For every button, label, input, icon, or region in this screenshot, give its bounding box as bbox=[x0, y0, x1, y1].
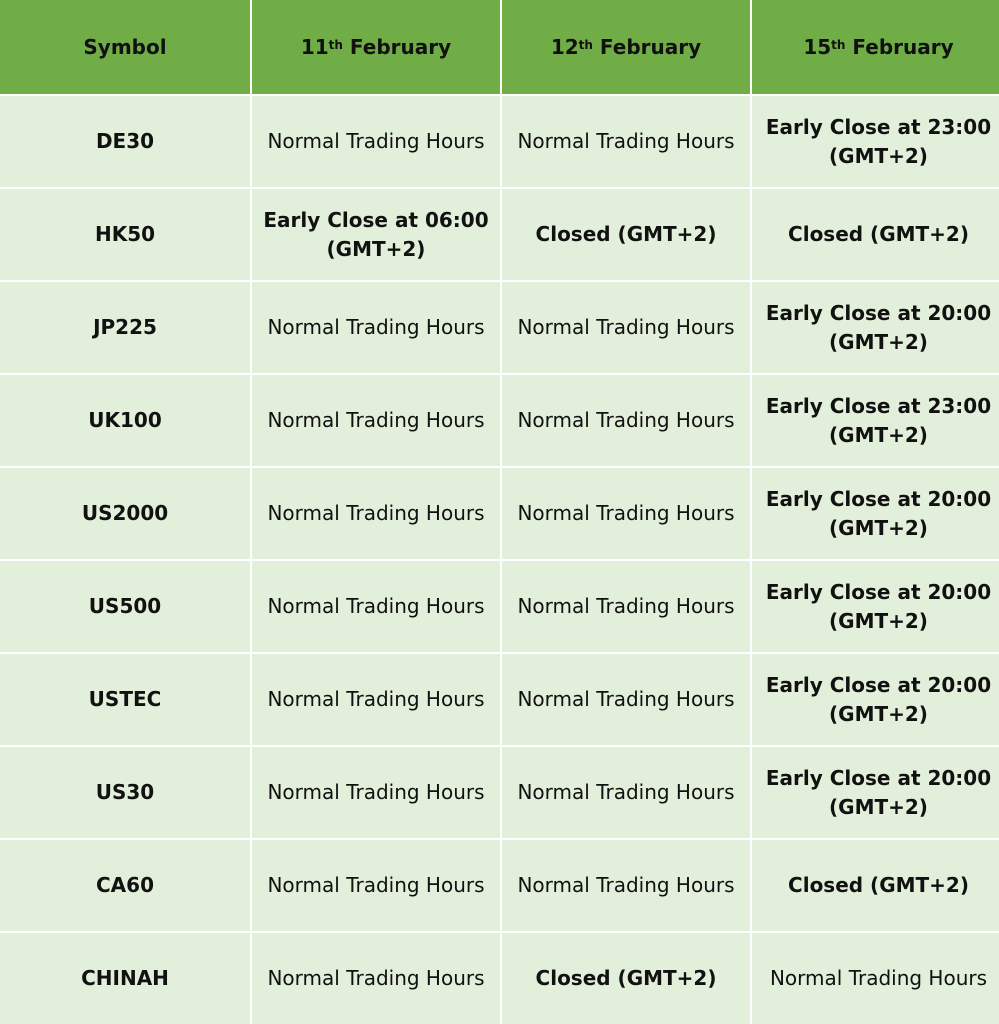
status-cell: Early Close at 20:00 (GMT+2) bbox=[752, 654, 999, 745]
symbol-cell: CA60 bbox=[0, 840, 250, 931]
symbol-cell: US2000 bbox=[0, 468, 250, 559]
status-cell: Early Close at 20:00 (GMT+2) bbox=[752, 561, 999, 652]
symbol-cell: JP225 bbox=[0, 282, 250, 373]
symbol-cell: USTEC bbox=[0, 654, 250, 745]
header-month: February bbox=[592, 34, 702, 59]
status-cell: Normal Trading Hours bbox=[502, 96, 750, 187]
symbol-cell: US30 bbox=[0, 747, 250, 838]
symbol-cell: HK50 bbox=[0, 189, 250, 280]
header-12-february: 12 $^{th}$ February bbox=[502, 0, 750, 94]
status-cell: Early Close at 20:00 (GMT+2) bbox=[752, 468, 999, 559]
status-cell: Early Close at 06:00 (GMT+2) bbox=[252, 189, 500, 280]
status-cell: Closed (GMT+2) bbox=[502, 189, 750, 280]
status-cell: Normal Trading Hours bbox=[252, 96, 500, 187]
status-cell: Normal Trading Hours bbox=[252, 282, 500, 373]
header-day: 15 bbox=[803, 34, 832, 59]
status-cell: Closed (GMT+2) bbox=[752, 840, 999, 931]
status-cell: Normal Trading Hours bbox=[252, 375, 500, 466]
status-cell: Normal Trading Hours bbox=[252, 468, 500, 559]
status-cell: Normal Trading Hours bbox=[502, 282, 750, 373]
header-month: February bbox=[342, 34, 452, 59]
status-cell: Closed (GMT+2) bbox=[752, 189, 999, 280]
symbol-cell: US500 bbox=[0, 561, 250, 652]
header-day: 11 bbox=[300, 34, 329, 59]
header-11-february: 11 $^{th}$ February bbox=[252, 0, 500, 94]
symbol-cell: CHINAH bbox=[0, 933, 250, 1024]
symbol-cell: DE30 bbox=[0, 96, 250, 187]
status-cell: Normal Trading Hours bbox=[502, 747, 750, 838]
status-cell: Normal Trading Hours bbox=[502, 561, 750, 652]
status-cell: Normal Trading Hours bbox=[252, 654, 500, 745]
status-cell: Normal Trading Hours bbox=[252, 933, 500, 1024]
status-cell: Normal Trading Hours bbox=[252, 747, 500, 838]
status-cell: Normal Trading Hours bbox=[502, 375, 750, 466]
status-cell: Early Close at 23:00 (GMT+2) bbox=[752, 96, 999, 187]
status-cell: Early Close at 23:00 (GMT+2) bbox=[752, 375, 999, 466]
status-cell: Normal Trading Hours bbox=[502, 840, 750, 931]
symbol-cell: UK100 bbox=[0, 375, 250, 466]
header-15-february: 15 $^{th}$ February bbox=[752, 0, 999, 94]
status-cell: Normal Trading Hours bbox=[502, 654, 750, 745]
status-cell: Normal Trading Hours bbox=[502, 468, 750, 559]
status-cell: Early Close at 20:00 (GMT+2) bbox=[752, 747, 999, 838]
status-cell: Early Close at 20:00 (GMT+2) bbox=[752, 282, 999, 373]
status-cell: Normal Trading Hours bbox=[252, 840, 500, 931]
header-month: February bbox=[845, 34, 954, 59]
status-cell: Normal Trading Hours bbox=[252, 561, 500, 652]
status-cell: Closed (GMT+2) bbox=[502, 933, 750, 1024]
status-cell: Normal Trading Hours bbox=[752, 933, 999, 1024]
header-symbol: Symbol bbox=[0, 0, 250, 94]
header-day: 12 bbox=[550, 34, 579, 59]
